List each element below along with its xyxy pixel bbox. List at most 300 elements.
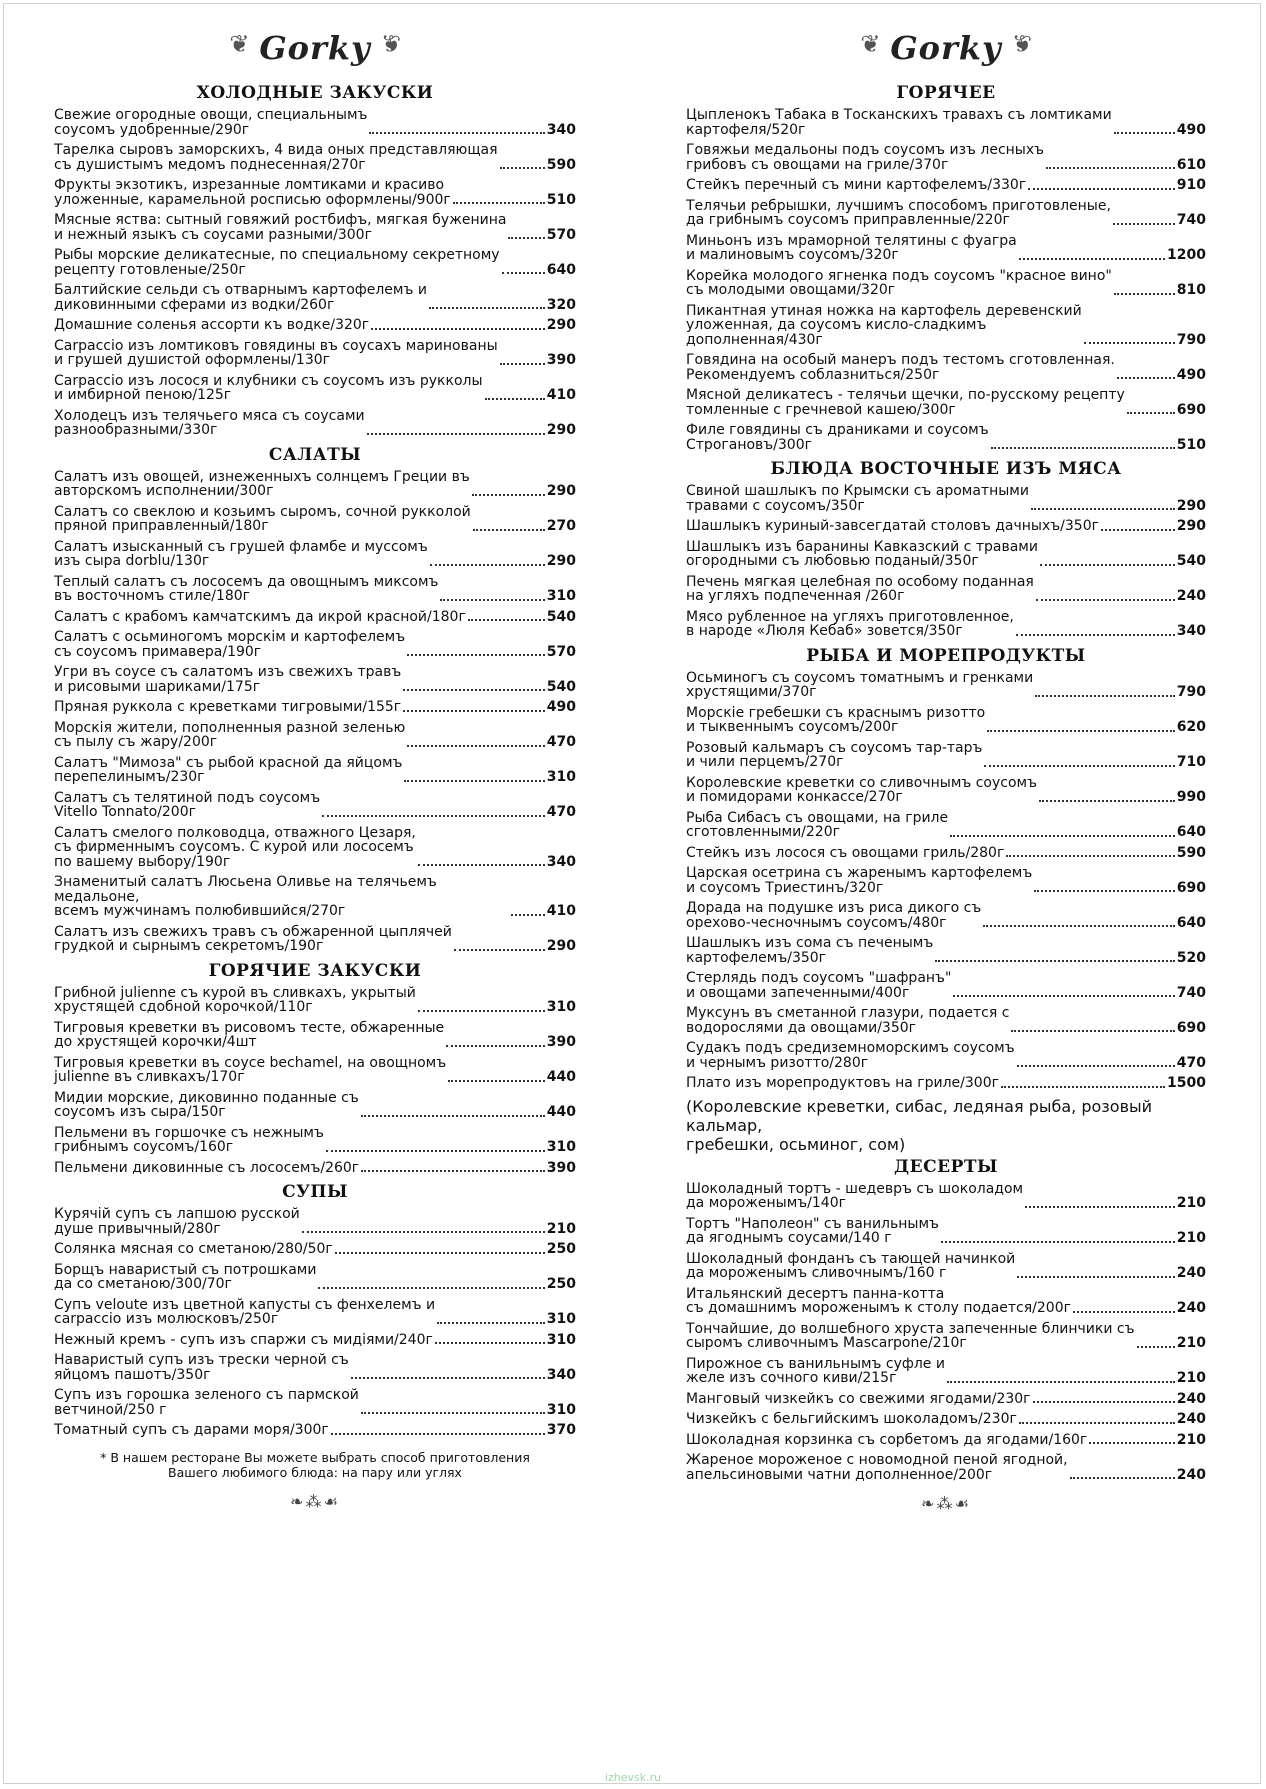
dot-leader <box>500 167 545 169</box>
dot-leader <box>1084 342 1175 344</box>
logo-text: ❦ Gorky ❦ <box>235 22 394 74</box>
menu-item-name: Шашлыкъ изъ сома съ печенымъ картофелемъ/350г <box>686 935 934 966</box>
menu-item <box>686 1041 1206 1070</box>
menu-item-name: Морскія жители, пополненныя разной зеленью съ пылу съ жару/200г <box>54 719 406 750</box>
menu-item-price: 570 <box>546 226 576 243</box>
dot-leader <box>335 1252 545 1254</box>
menu-item-name: Борщъ наваристый съ потрошками да со сметаною/300/70г <box>54 1261 317 1292</box>
menu-item-price: 710 <box>1176 754 1206 770</box>
section-title: САЛАТЫ <box>268 444 362 465</box>
dot-leader <box>418 1010 545 1012</box>
section-title: БЛЮДА ВОСТОЧНЫЕ ИЗЪ МЯСА <box>770 459 1122 479</box>
menu-item-price: 210 <box>1176 1370 1206 1386</box>
menu-item <box>686 1076 1206 1091</box>
dot-leader <box>1101 529 1175 531</box>
menu-item-price: 310 <box>546 999 576 1015</box>
menu-item-name: Шашлыкъ изъ баранины Кавказский с травами огородными съ любовью поданый/350г <box>686 538 1038 569</box>
menu-item-name: Свиной шашлыкъ по Крымски съ ароматными травами с соусомъ/350г <box>686 483 1029 514</box>
menu-item <box>54 108 576 137</box>
menu-item-name: Салатъ со свеклою и козьимъ сыромъ, сочной рукколой пряной приправленный/180г <box>54 503 471 534</box>
menu-item-price: 410 <box>546 387 576 403</box>
menu-item-name: Осьминогъ съ соусомъ томатнымъ и гренками хрустящими/370г <box>686 669 1034 700</box>
menu-item <box>54 318 576 333</box>
dot-leader <box>1019 1422 1175 1424</box>
dot-leader <box>1006 855 1174 857</box>
menu-item <box>686 1392 1206 1407</box>
menu-item-name: Теплый салатъ съ лососемъ да овощнымъ миксомъ въ восточномъ стиле/180г <box>54 573 439 604</box>
dot-leader <box>485 398 545 400</box>
menu-item-name: Шоколадный фонданъ съ тающей начинкой да мороженымъ сливочнымъ/160 г <box>686 1250 1016 1281</box>
menu-item-name: Рыба Сибасъ съ овощами, на гриле сготовленными/220г <box>686 809 949 840</box>
menu-item-name: Пельмени диковинные съ лососемъ/260г <box>54 1159 360 1176</box>
menu-item-price: 990 <box>1176 789 1206 805</box>
menu-item-price: 290 <box>1176 518 1206 534</box>
menu-item-name: Фрукты экзотикъ, изрезанные ломтиками и красиво уложенные, карамельной росписью оформлены/900г <box>54 177 451 208</box>
menu-item-price: 540 <box>546 678 576 695</box>
menu-item-name: Салатъ изъ свежихъ травъ съ обжаренной цыплячей грудкой и сырнымъ секретомъ/190г <box>54 923 452 954</box>
dot-leader <box>1117 377 1175 379</box>
menu-item-price: 470 <box>546 734 576 750</box>
menu-item-name: Дорада на подушке изъ риса дикого съ орехово-чесночнымъ соусомъ/480г <box>686 900 982 931</box>
menu-item <box>54 1091 576 1120</box>
menu-item-price: 590 <box>546 156 576 173</box>
menu-item <box>54 575 576 604</box>
dot-leader <box>361 1412 545 1414</box>
menu-item-price: 210 <box>1176 1230 1206 1246</box>
menu-item-price: 310 <box>546 588 576 604</box>
menu-item <box>686 936 1206 965</box>
logo-right <box>686 22 1206 80</box>
menu-item <box>54 925 576 954</box>
menu-item <box>686 423 1206 452</box>
menu-item-name: Стерлядь подъ соусомъ "шафранъ" и овощами запеченными/400г <box>686 970 952 1001</box>
menu-item-name: Домашние соленья ассорти къ водке/320г <box>54 317 370 333</box>
dot-leader <box>1033 1401 1175 1403</box>
menu-item <box>54 248 576 277</box>
menu-item-price: 340 <box>1176 623 1206 639</box>
section-title: ДЕСЕРТЫ <box>894 1156 998 1177</box>
menu-item-price: 290 <box>546 422 576 438</box>
menu-item-name: Угри въ соусе съ салатомъ изъ свежихъ травъ и рисовыми шариками/175г <box>54 664 402 695</box>
menu-item <box>54 875 576 919</box>
logo-left <box>54 22 576 80</box>
dot-leader <box>984 765 1174 767</box>
menu-item-name: Carpaccio изъ ломтиковъ говядины въ соусахъ маринованы и грушей душистой оформлены/130г <box>54 337 498 368</box>
dot-leader <box>1031 508 1175 510</box>
menu-item <box>54 339 576 368</box>
dot-leader <box>1016 634 1175 636</box>
menu-item-price: 240 <box>1176 1300 1206 1316</box>
menu-item-name: Телячьи ребрышки, лучшимъ способомъ приготовленые, да грибнымъ соусомъ приправленные/220г <box>686 197 1111 228</box>
dot-leader <box>418 864 545 866</box>
dot-leader <box>1089 1442 1174 1444</box>
menu-item-name: Салатъ с осьминогомъ морскім и картофелемъ съ соусомъ примавера/190г <box>54 629 406 660</box>
menu-item <box>686 776 1206 805</box>
menu-item-price: 240 <box>1176 1466 1206 1483</box>
menu-item-price: 210 <box>546 1220 576 1237</box>
menu-item-name: Салатъ изысканный съ грушей фламбе и муссомъ изъ сыра dorblu/130г <box>54 538 428 569</box>
menu-item-price: 490 <box>546 699 576 715</box>
menu-item <box>54 826 576 870</box>
menu-item <box>54 213 576 242</box>
menu-item-price: 290 <box>546 938 576 954</box>
menu-item-price: 240 <box>1176 1265 1206 1281</box>
menu-item-note: (Королевские креветки, сибас, ледяная рыба, розовый кальмар, гребешки, осьминог, сом) <box>686 1096 1153 1154</box>
menu-item <box>686 575 1206 604</box>
menu-item <box>686 108 1206 137</box>
menu-item-price: 210 <box>1176 1335 1206 1351</box>
menu-item-name: Итальянский десертъ панна-котта съ домашнимъ мороженымъ к столу подается/200г <box>686 1285 1071 1316</box>
menu-item-name: Цыпленокъ Табака в Тосканскихъ травахъ съ ломтиками картофеля/520г <box>686 107 1112 138</box>
dot-leader <box>1137 1346 1175 1348</box>
section-title: СУПЫ <box>282 1182 348 1202</box>
menu-item-price: 490 <box>1176 121 1206 138</box>
menu-item-price: 510 <box>546 191 576 208</box>
dot-leader <box>1073 1311 1175 1313</box>
menu-item <box>54 1298 576 1327</box>
menu-item-name: Розовый кальмаръ съ соусомъ тар-таръ и чили перцемъ/270г <box>686 739 983 770</box>
right-sections <box>686 82 1206 1482</box>
dot-leader <box>404 780 544 782</box>
dot-leader <box>935 960 1175 962</box>
dot-leader <box>1001 1086 1165 1088</box>
dot-leader <box>1028 188 1175 190</box>
menu-item <box>686 671 1206 700</box>
menu-item <box>54 1242 576 1257</box>
menu-item <box>686 519 1206 534</box>
menu-item <box>686 610 1206 639</box>
menu-item <box>686 901 1206 930</box>
menu-item-price: 390 <box>546 352 576 368</box>
menu-item-name: Пряная руккола с креветками тигровыми/155г <box>54 699 402 715</box>
dot-leader <box>318 1287 544 1289</box>
menu-item-price: 810 <box>1176 282 1206 298</box>
dot-leader <box>1019 258 1165 260</box>
dot-leader <box>302 1231 545 1233</box>
menu-item <box>54 283 576 312</box>
logo-text: ❦ Gorky ❦ <box>866 22 1025 74</box>
right-column <box>686 22 1206 1513</box>
menu-item <box>54 1021 576 1050</box>
menu-item-price: 640 <box>546 261 576 278</box>
dot-leader <box>1114 293 1175 295</box>
menu-item <box>686 1006 1206 1035</box>
menu-item-price: 250 <box>546 1276 576 1292</box>
menu-item-price: 240 <box>1176 588 1206 604</box>
dot-leader <box>369 132 544 134</box>
menu-item <box>54 700 576 715</box>
menu-item-name: Плато изъ морепродуктовъ на гриле/300г <box>686 1075 999 1091</box>
menu-item-price: 210 <box>1176 1195 1206 1211</box>
dot-leader <box>473 529 545 531</box>
menu-item-price: 740 <box>1176 984 1206 1001</box>
menu-item-name: Свежие огородные овощи, специальнымъ соусомъ удобренные/290г <box>54 107 368 138</box>
menu-item-name: Манговый чизкейкъ со свежими ягодами/230г <box>686 1390 1031 1407</box>
menu-item-price: 570 <box>546 643 576 660</box>
menu-item <box>54 791 576 820</box>
dot-leader <box>991 447 1175 449</box>
menu-item <box>54 470 576 499</box>
menu-item-price: 290 <box>546 483 576 499</box>
menu-item-name: Тарелка сыровъ заморскихъ, 4 вида оных представляющая съ душистымъ медомъ поднесенная/270г <box>54 142 498 173</box>
dot-leader <box>437 1322 545 1324</box>
menu-item <box>54 143 576 172</box>
dot-leader <box>1036 599 1175 601</box>
menu-item <box>686 1287 1206 1316</box>
dot-leader <box>430 564 545 566</box>
menu-item-name: Салатъ "Мимоза" съ рыбой красной да яйцомъ перепелинымъ/230г <box>54 754 403 785</box>
dot-leader <box>407 654 545 656</box>
dot-leader <box>407 745 545 747</box>
menu-item-name: Говядина на особый манеръ подъ тестомъ сготовленная. Рекомендуемъ соблазниться/250г <box>686 352 1115 383</box>
menu-item-name: Пельмени въ горшочке съ нежнымъ грибнымъ соусомъ/160г <box>54 1124 324 1155</box>
menu-item-name: Чизкейкъ с бельгийскимъ шоколадомъ/230г <box>686 1411 1017 1427</box>
menu-item-name: Грибной julienne съ курой въ сливкахъ, укрытый хрустящей сдобной корочкой/110г <box>54 984 416 1015</box>
watermark: izhevsk.ru <box>604 1771 662 1784</box>
menu-item-price: 390 <box>546 1034 576 1050</box>
section-title: РЫБА И МОРЕПРОДУКТЫ <box>806 645 1086 666</box>
menu-item-price: 470 <box>1176 1054 1206 1071</box>
menu-item <box>686 234 1206 263</box>
menu-item <box>54 1263 576 1292</box>
menu-item-price: 310 <box>546 1311 576 1327</box>
menu-item-name: Говяжьи медальоны подъ соусомъ изъ лесныхъ грибовъ съ овощами на гриле/370г <box>686 142 1045 173</box>
menu-item-price: 540 <box>1176 553 1206 569</box>
menu-item-name: Тортъ "Наполеон" съ ванильнымъ да ягоднымъ соусами/140 г <box>686 1215 939 1246</box>
menu-item-price: 410 <box>546 903 576 919</box>
dot-leader <box>1017 1065 1175 1067</box>
menu-item <box>54 1333 576 1348</box>
section-title: ГОРЯЧИЕ ЗАКУСКИ <box>208 960 422 981</box>
dot-leader <box>322 815 545 817</box>
menu-item <box>686 1433 1206 1448</box>
dot-leader <box>448 1080 545 1082</box>
menu-item-price: 270 <box>546 518 576 534</box>
menu-item-price: 490 <box>1176 366 1206 383</box>
menu-item <box>686 388 1206 417</box>
menu-item <box>54 374 576 403</box>
dot-leader <box>326 1150 545 1152</box>
menu-item-price: 440 <box>546 1069 576 1085</box>
menu-item-name: Шоколадная корзинка съ сорбетомъ да ягодами/160г <box>686 1431 1088 1448</box>
menu-item <box>54 178 576 207</box>
menu-item-price: 690 <box>1176 401 1206 418</box>
menu-item-name: Холодецъ изъ телячьего мяса съ соусами разнообразными/330г <box>54 407 365 438</box>
menu-item <box>686 269 1206 298</box>
dot-leader <box>361 1115 545 1117</box>
dot-leader <box>987 730 1175 732</box>
menu-item-name: Шоколадный тортъ - шедевръ съ шоколадом да мороженымъ/140г <box>686 1180 1024 1211</box>
menu-item-name: Наваристый супъ изъ трески черной съ яйцомъ пашотъ/350г <box>54 1352 349 1383</box>
menu-item <box>54 1423 576 1438</box>
menu-item-price: 740 <box>1176 212 1206 228</box>
menu-item-price: 310 <box>546 1401 576 1418</box>
dot-leader <box>1046 167 1175 169</box>
menu-item <box>686 199 1206 228</box>
menu-item-name: Курячій супъ съ лапшою русской душе привычный/280г <box>54 1206 300 1237</box>
menu-item-price: 640 <box>1176 824 1206 840</box>
menu-item-name: Мясные яства: сытный говяжий ростбифъ, мягкая буженина и нежный языкъ съ соусами разными/300г <box>54 212 507 243</box>
menu-item-price: 640 <box>1176 914 1206 931</box>
menu-item-name: Рыбы морские деликатесные, по специальному секретному рецепту готовленые/250г <box>54 247 500 278</box>
dot-leader <box>1127 412 1175 414</box>
menu-item-name: Царская осетрина съ жаренымъ картофелемъ и соусомъ Триестинъ/320г <box>686 865 1033 896</box>
left-column <box>54 22 576 1511</box>
menu-item-price: 590 <box>1176 844 1206 861</box>
dot-leader <box>941 1241 1175 1243</box>
dot-leader <box>953 995 1174 997</box>
dot-leader <box>454 949 545 951</box>
dot-leader <box>502 272 545 274</box>
menu-item-name: Судакъ подъ средиземноморскимъ соусомъ и чернымъ ризотто/280г <box>686 1040 1015 1071</box>
menu-item-price: 390 <box>546 1159 576 1176</box>
dot-leader <box>511 914 545 916</box>
footnote: * В нашем ресторане Вы можете выбрать способ приготовления Вашего любимого блюда: на пару или углях <box>100 1449 530 1480</box>
menu-item <box>686 1182 1206 1211</box>
menu-item-name: Муксунъ въ сметанной глазури, подается с водорослями да овощами/350г <box>686 1005 1010 1036</box>
menu-item <box>54 610 576 625</box>
menu-item-name: Тигровыя креветки въ рисовомъ тесте, обжаренные до хрустящей корочки/4шт <box>54 1019 445 1050</box>
menu-item-name: Пикантная утиная ножка на картофель деревенский уложенная, да соусомъ кисло-сладкимъ дополненная/430г <box>686 302 1082 348</box>
dot-leader <box>1034 890 1175 892</box>
menu-item-name: Мидии морские, диковинно поданные съ соусомъ изъ сыра/150г <box>54 1089 359 1120</box>
menu-item-name: Королевские креветки со сливочнымъ соусомъ и помидорами конкассе/270г <box>686 774 1037 805</box>
menu-item-name: Жареное мороженое с новомодной пеной ягодной, апельсиновыми чатни дополненное/200г <box>686 1452 1068 1483</box>
menu-item-name: Супъ veloute изъ цветной капусты съ фенхелемъ и carpaccio изъ молюсковъ/250г <box>54 1296 436 1327</box>
menu-item-price: 520 <box>1176 949 1206 966</box>
dot-leader <box>947 1381 1175 1383</box>
menu-item <box>686 1252 1206 1281</box>
dot-leader <box>361 1170 545 1172</box>
menu-item-name: Шашлыкъ куриный-завсегдатай столовъ дачныхъ/350г <box>686 518 1099 534</box>
menu-item-name: Мясо рубленное на угляхъ приготовленное, в народе «Люля Кебаб» зовется/350г <box>686 608 1014 639</box>
section-title: ХОЛОДНЫЕ ЗАКУСКИ <box>196 83 434 103</box>
menu-item-price: 340 <box>546 853 576 870</box>
dot-leader <box>403 710 545 712</box>
dot-leader <box>1070 1477 1175 1479</box>
menu-item-price: 690 <box>1176 879 1206 896</box>
menu-item-price: 510 <box>1176 436 1206 453</box>
menu-item-price: 340 <box>546 121 576 138</box>
menu-item-name: Корейка молодого ягненка подъ соусомъ "красное вино" съ молодыми овощами/320г <box>686 267 1112 298</box>
menu-item-price: 440 <box>546 1104 576 1120</box>
dot-leader <box>367 433 545 435</box>
menu-item-price: 610 <box>1176 156 1206 173</box>
menu-item <box>686 1412 1206 1427</box>
menu-item-price: 790 <box>1176 331 1206 348</box>
menu-item-name: Морскіе гребешки съ краснымъ ризотто и тыквеннымъ соусомъ/200г <box>686 704 986 735</box>
menu-item-price: 910 <box>1176 177 1206 193</box>
menu-item-name: Пирожное съ ванильнымъ суфле и желе изъ сочного киви/215г <box>686 1355 945 1386</box>
menu-item <box>54 1126 576 1155</box>
menu-item <box>54 1161 576 1176</box>
dot-leader <box>1035 695 1175 697</box>
dot-leader <box>468 619 545 621</box>
menu-item <box>54 630 576 659</box>
dot-leader <box>500 363 545 365</box>
menu-item-price: 290 <box>546 553 576 569</box>
menu-item-name: Тигровыя креветки въ соусе bechamel, на овощномъ julienne въ сливкахъ/170г <box>54 1054 447 1085</box>
menu-item <box>686 353 1206 382</box>
menu-item <box>54 1056 576 1085</box>
dot-leader <box>1025 1206 1175 1208</box>
menu-item <box>686 540 1206 569</box>
dot-leader <box>351 1377 545 1379</box>
menu-item-name: Салатъ с крабомъ камчатскимъ да икрой красной/180г <box>54 608 466 625</box>
menu-item-price: 250 <box>546 1241 576 1257</box>
menu-item-name: Знаменитый салатъ Люсьена Оливье на телячьемъ медальоне, всемъ мужчинамъ полюбившийся/270г <box>54 874 437 919</box>
dot-leader <box>1017 1276 1175 1278</box>
menu-item-price: 310 <box>546 769 576 785</box>
menu-item <box>54 756 576 785</box>
menu-item-name: Стейкъ изъ лосося съ овощами гриль/280г <box>686 844 1005 861</box>
dot-leader <box>1114 132 1175 134</box>
dot-leader <box>331 1433 545 1435</box>
menu-item-price: 470 <box>546 804 576 820</box>
menu-item <box>54 721 576 750</box>
dot-leader <box>950 835 1175 837</box>
dot-leader <box>508 237 544 239</box>
menu-item-price: 320 <box>546 296 576 313</box>
dot-leader <box>983 925 1175 927</box>
menu-item <box>54 986 576 1015</box>
menu-item-name: Салатъ изъ овощей, изнеженныхъ солнцемъ Греции въ авторскомъ исполнении/300г <box>54 468 470 499</box>
menu-item-price: 790 <box>1176 684 1206 700</box>
menu-item <box>686 741 1206 770</box>
dot-leader <box>1113 223 1175 225</box>
menu-item <box>686 1217 1206 1246</box>
menu-item-name: Балтийские сельди съ отварнымъ картофелемъ и диковинными сферами из водки/260г <box>54 282 427 313</box>
menu-item <box>686 866 1206 895</box>
ornament-right: ❧⁂☙ <box>921 1494 971 1513</box>
menu-item <box>686 178 1206 193</box>
menu-item <box>686 1453 1206 1482</box>
menu-item <box>686 1357 1206 1386</box>
dot-leader <box>403 689 545 691</box>
menu-item <box>686 143 1206 172</box>
menu-item-price: 310 <box>546 1331 576 1348</box>
menu-item-price: 1500 <box>1167 1075 1206 1091</box>
dot-leader <box>472 494 545 496</box>
menu-item <box>686 304 1206 348</box>
menu-item-name: Томатный супъ съ дарами моря/300г <box>54 1422 329 1438</box>
dot-leader <box>371 328 545 330</box>
dot-leader <box>1011 1030 1174 1032</box>
menu-item <box>54 1388 576 1417</box>
dot-leader <box>440 599 544 601</box>
menu-item-name: Мясной деликатесъ - телячьи щечки, по-русскому рецепту томленные с гречневой кашею/300г <box>686 387 1125 418</box>
menu-item <box>686 484 1206 513</box>
menu-item-name: Стейкъ перечный съ мини картофелемъ/330г <box>686 177 1027 193</box>
menu-item <box>686 706 1206 735</box>
menu-item-name: Нежный кремъ - супъ изъ спаржи съ мидіями/240г <box>54 1331 433 1348</box>
dot-leader <box>1039 800 1175 802</box>
menu-item-price: 210 <box>1176 1431 1206 1448</box>
menu-item-name: Филе говядины съ драниками и соусомъ Строгановъ/300г <box>686 422 989 453</box>
menu-item <box>54 665 576 694</box>
menu-item <box>54 505 576 534</box>
menu-item-name: Печень мягкая целебная по особому поданная на угляхъ подпеченная /260г <box>686 573 1034 604</box>
ornament-left: ❧⁂☙ <box>290 1491 340 1511</box>
menu-item-name: Салатъ смелого полководца, отважного Цезаря, съ фирменнымъ соусомъ. С курой или лососемъ по вашему выбору/190г <box>54 824 416 870</box>
menu-item <box>54 1353 576 1382</box>
menu-item <box>54 540 576 569</box>
menu-item-price: 340 <box>546 1366 576 1383</box>
menu-item-price: 690 <box>1176 1019 1206 1036</box>
left-sections <box>54 82 576 1438</box>
dot-leader <box>446 1045 545 1047</box>
menu-item-name: Салатъ съ телятиной подъ соусомъ Vitello Tonnato/200г <box>54 789 321 820</box>
